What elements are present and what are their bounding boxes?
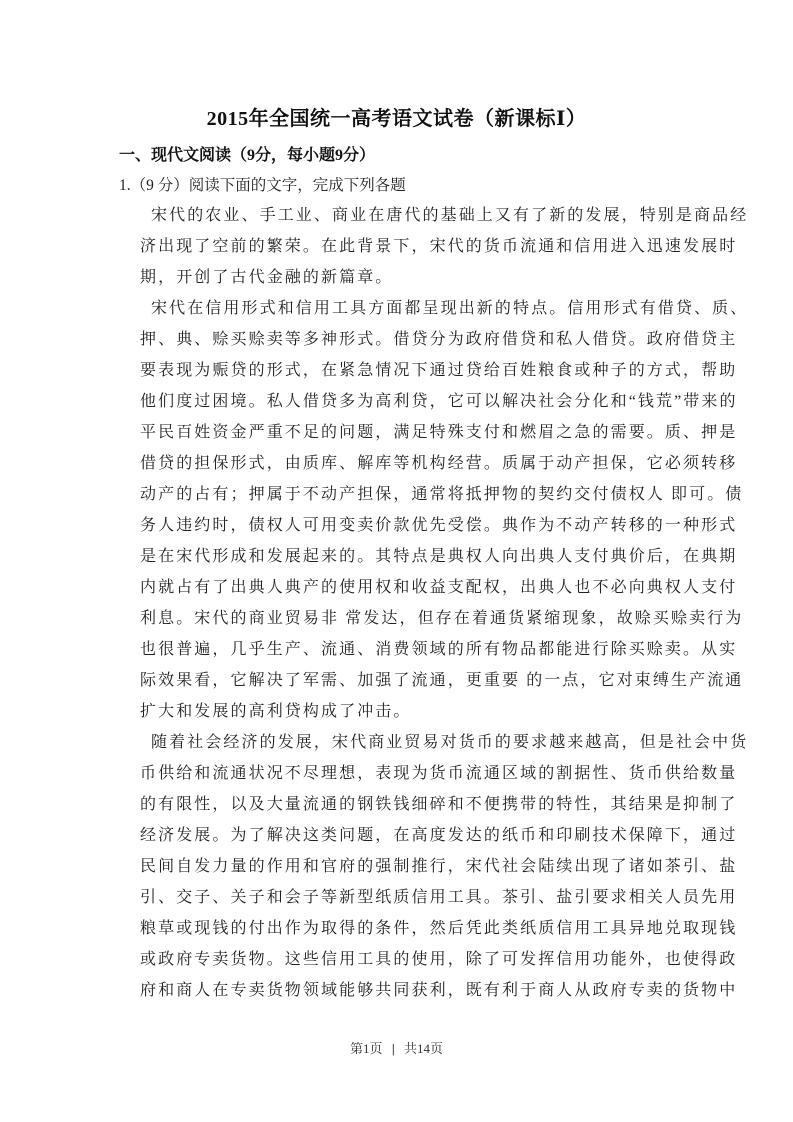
passage-line: 要表现为赈贷的形式，在紧急情况下通过贷给百姓粮食或种子的方式，帮助 <box>140 362 738 379</box>
passage-line: 币供给和流通状况不尽理想，表现为货币流通区域的割据性、货币供给数量 <box>140 765 738 782</box>
passage-line: 扩大和发展的高利贷构成了冲击。 <box>140 703 412 720</box>
passage-line: 民间自发力量的作用和官府的强制推行，宋代社会陆续出现了诸如茶引、盐 <box>140 858 738 875</box>
page-number-total: 共14页 <box>403 1041 443 1056</box>
passage-line: 粮草或现钱的付出作为取得的条件，然后凭此类纸质信用工具异地兑取现钱 <box>140 920 738 937</box>
page-number-current: 第1页 <box>350 1041 383 1056</box>
passage-line: 际效果看，它解决了军需、加强了流通，更重要 的一点，它对束缚生产流通 <box>140 672 744 689</box>
question-prompt: 1.（9 分）阅读下面的文字，完成下列各题 <box>119 177 406 194</box>
passage-line: 或政府专卖货物。这些信用工具的使用，除了可发挥信用功能外，也使得政 <box>140 951 738 968</box>
passage-line: 内就占有了出典人典产的使用权和收益支配权，出典人也不必向典权人支付 <box>140 579 738 596</box>
passage-line: 引、交子、关子和会子等新型纸质信用工具。茶引、盐引要求相关人员先用 <box>140 889 738 906</box>
passage-line: 的有限性，以及大量流通的钢铁钱细碎和不便携带的特性，其结果是抑制了 <box>140 796 738 813</box>
passage-line: 期，开创了古代金融的新篇章。 <box>140 269 394 286</box>
passage-line: 随着社会经济的发展，宋代商业贸易对货币的要求越来越高，但是社会中货 <box>151 734 749 751</box>
document-title: 2015年全国统一高考语文试卷（新课标Ⅰ） <box>206 108 587 130</box>
passage-line: 府和商人在专卖货物领域能够共同获利，既有利于商人从政府专卖的货物中 <box>140 982 738 999</box>
passage-line: 济出现了空前的繁荣。在此背景下，宋代的货币流通和信用进入迅速发展时 <box>140 238 738 255</box>
passage-line: 他们度过困境。私人借贷多为高利贷，它可以解决社会分化和“钱荒”带来的 <box>140 393 738 410</box>
passage-line: 是在宋代形成和发展起来的。其特点是典权人向出典人支付典价后，在典期 <box>140 548 738 565</box>
section-heading: 一、现代文阅读（9分，每小题9分） <box>119 147 376 164</box>
page-footer <box>0 1040 793 1058</box>
footer-separator: | <box>391 1041 395 1056</box>
passage-line: 也很普遍，几乎生产、流通、消费领域的所有物品都能进行除买赊卖。从实 <box>140 641 738 658</box>
reading-passage <box>140 205 749 1011</box>
passage-line: 经济发展。为了解决这类问题，在高度发达的纸币和印刷技术保障下，通过 <box>140 827 738 844</box>
passage-line: 宋代在信用形式和信用工具方面都呈现出新的特点。信用形式有借贷、质、 <box>151 300 749 317</box>
passage-line: 务人违约时，债权人可用变卖价款优先受偿。典作为不动产转移的一种形式 <box>140 517 738 534</box>
passage-line: 动产的占有；押属于不动产担保，通常将抵押物的契约交付债权人 即可。债 <box>140 486 744 503</box>
passage-line: 押、典、赊买赊卖等多神形式。借贷分为政府借贷和私人借贷。政府借贷主 <box>140 331 738 348</box>
passage-line: 宋代的农业、手工业、商业在唐代的基础上又有了新的发展，特别是商品经 <box>151 207 749 224</box>
passage-line: 平民百姓资金严重不足的问题，满足特殊支付和燃眉之急的需要。质、押是 <box>140 424 738 441</box>
passage-line: 利息。宋代的商业贸易非 常发达，但存在着通货紧缩现象，故赊买赊卖行为 <box>140 610 744 627</box>
passage-line: 借贷的担保形式，由质库、解库等机构经营。质属于动产担保，它必须转移 <box>140 455 738 472</box>
